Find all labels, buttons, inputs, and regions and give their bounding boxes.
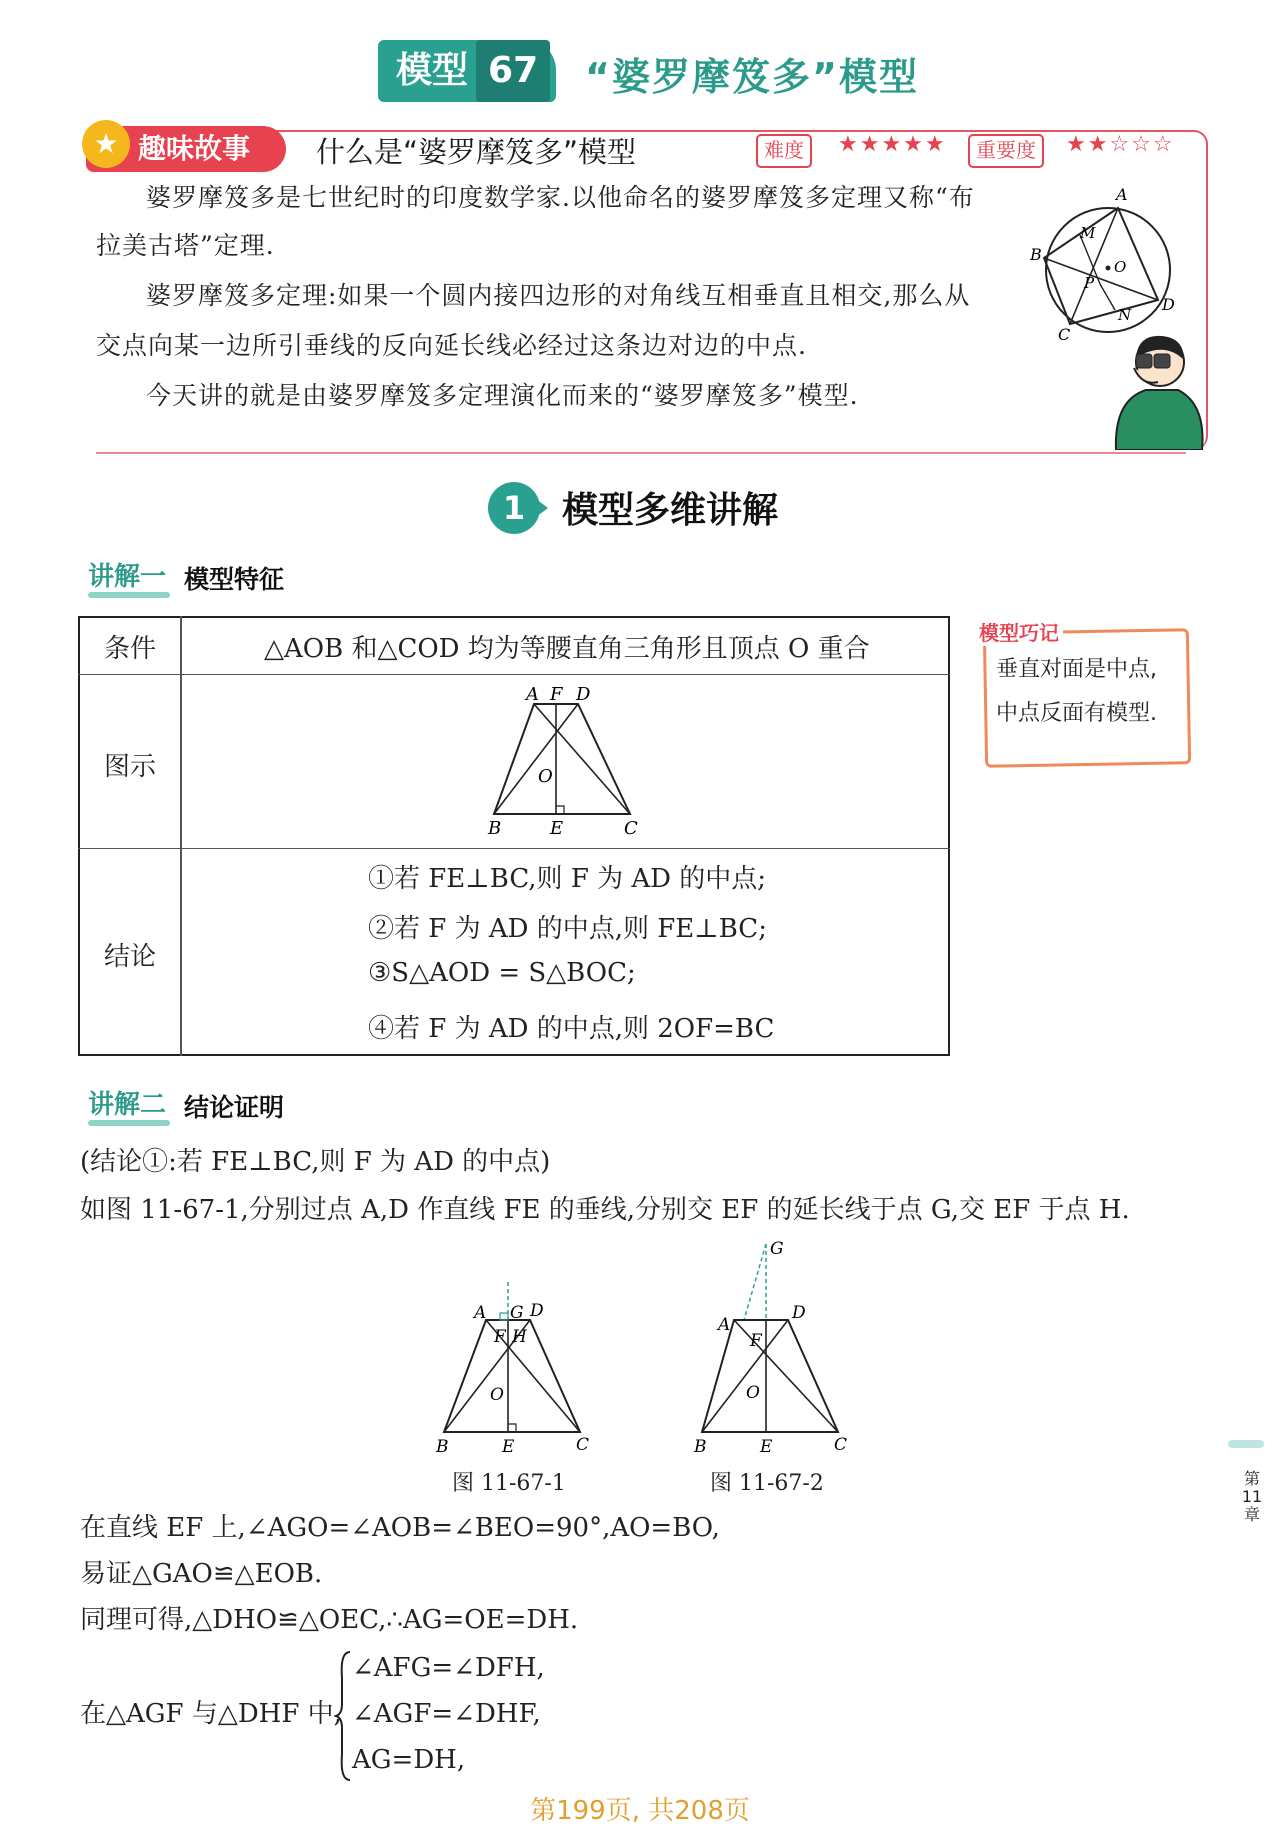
fig1-label-a: A [474,1303,487,1323]
circle-label-b: B [1030,245,1042,264]
circle-label-c: C [1058,325,1071,340]
circle-label-m: M [1080,224,1096,242]
tip-line-2: 中点反面有模型. [996,701,1157,726]
table-row-divider-1 [78,674,950,675]
importance-stars: ★★☆☆☆ [1066,132,1175,157]
part1-tag: 讲解一 [88,562,167,592]
fig-label-c: C [624,818,638,839]
fig2-label-d: D [792,1303,806,1323]
row-conclusion-label: 结论 [104,942,157,972]
fig2-label-g: G [770,1239,784,1259]
fig-label-a: A [526,684,539,705]
part1-underline [88,592,170,598]
fig1-label-d: D [530,1301,544,1321]
fig1-label-b: B [436,1437,449,1457]
model-label: 模型 [396,50,469,91]
figure-11-67-1 [430,1280,600,1460]
part2-underline [88,1120,170,1126]
fig1-label-o: O [490,1385,504,1405]
row-condition-label: 条件 [104,634,157,664]
system-eq-1: ∠AFG=∠DFH, [352,1653,545,1683]
conclusion-1: ①若 FE⊥BC,则 F 为 AD 的中点; [368,864,767,894]
importance-label: 重要度 [968,134,1044,168]
proof-line-1: (结论①:若 FE⊥BC,则 F 为 AD 的中点) [80,1147,551,1177]
system-eq-3: AG=DH, [352,1745,466,1775]
proof-line-3: 在直线 EF 上,∠AGO=∠AOB=∠BEO=90°,AO=BO, [80,1513,720,1543]
fig1-label-e: E [502,1437,515,1457]
part2-tag: 讲解二 [88,1090,167,1120]
circle-label-o: O [1114,258,1127,276]
fig1-label-f: F [494,1327,506,1347]
fig2-label-a: A [718,1315,731,1335]
circle-label-a: A [1116,185,1128,204]
model-number: 67 [476,40,550,102]
part1-title: 模型特征 [184,565,285,594]
fig-label-o: O [538,766,553,787]
fig1-label-h: H [512,1327,527,1347]
story-paragraph-3: 今天讲的就是由婆罗摩笈多定理演化而来的“婆罗摩笈多”模型. [146,381,859,410]
fig2-label-o: O [746,1383,760,1403]
figure-2-caption: 图 11-67-2 [710,1471,824,1496]
circle-theorem-figure [1030,180,1180,340]
model-tag [378,40,556,102]
circle-label-d: D [1162,295,1175,314]
page-title: “婆罗摩笈多”模型 [585,55,919,99]
fig-label-b: B [488,818,502,839]
chapter-tab-marker [1228,1440,1264,1448]
row-condition-text: △AOB 和△COD 均为等腰直角三角形且顶点 O 重合 [264,634,870,664]
story-paragraph-2b: 交点向某一边所引垂线的反向延长线必经过这条边对边的中点. [96,331,807,360]
story-badge: 趣味故事 [86,126,286,172]
proof-line-4: 易证△GAO≌△EOB. [80,1559,323,1589]
system-brace [334,1648,354,1784]
fig2-label-b: B [694,1437,707,1457]
story-divider [96,452,1186,454]
tip-line-1: 垂直对面是中点, [996,657,1157,682]
page-footer: 第199页, 共208页 [530,1796,750,1826]
chapter-label: 第11章 [1241,1469,1263,1524]
tip-title: 模型巧记 [975,617,1063,646]
conclusion-4: ④若 F 为 AD 的中点,则 2OF=BC [368,1014,775,1044]
figure-11-67-2 [688,1236,858,1460]
story-question: 什么是“婆罗摩笈多”模型 [316,135,637,169]
fig2-label-c: C [834,1435,848,1455]
circle-label-p: P [1084,274,1095,292]
fig-label-e: E [550,818,564,839]
conclusion-2: ②若 F 为 AD 的中点,则 FE⊥BC; [368,914,767,944]
fig1-label-c: C [576,1435,590,1455]
difficulty-label: 难度 [756,134,812,168]
table-row-divider-2 [78,848,950,849]
fig2-label-f: F [750,1331,762,1351]
circle-label-n: N [1118,306,1132,324]
section-title: 模型多维讲解 [562,490,779,531]
model-figure [470,682,650,842]
fig1-label-g: G [510,1303,524,1323]
proof-line-2: 如图 11-67-1,分别过点 A,D 作直线 FE 的垂线,分别交 EF 的延长线于点 G,交 EF 于点 H. [80,1195,1130,1225]
fig-label-f: F [550,684,563,705]
table-col-divider [180,616,182,1056]
story-paragraph-1b: 拉美古塔”定理. [96,231,275,260]
difficulty-stars: ★★★★★ [838,132,947,157]
part2-title: 结论证明 [184,1093,285,1122]
section-number: 1 [488,482,540,534]
row-figure-label: 图示 [104,752,157,782]
section-arrow-icon [532,496,548,520]
proof-line-6-prefix: 在△AGF 与△DHF 中, [80,1699,342,1729]
fig-label-d: D [576,684,591,705]
figure-1-caption: 图 11-67-1 [452,1471,566,1496]
person-illustration [1098,330,1208,450]
fig2-label-e: E [760,1437,773,1457]
conclusion-3: ③S△AOD = S△BOC; [368,958,636,988]
system-eq-2: ∠AGF=∠DHF, [352,1699,541,1729]
story-paragraph-1a: 婆罗摩笈多是七世纪时的印度数学家.以他命名的婆罗摩笈多定理又称“布 [146,183,975,212]
star-icon: ★ [82,120,130,168]
proof-line-5: 同理可得,△DHO≌△OEC,∴AG=OE=DH. [80,1605,579,1635]
story-paragraph-2a: 婆罗摩笈多定理:如果一个圆内接四边形的对角线互相垂直且相交,那么从 [146,281,971,310]
